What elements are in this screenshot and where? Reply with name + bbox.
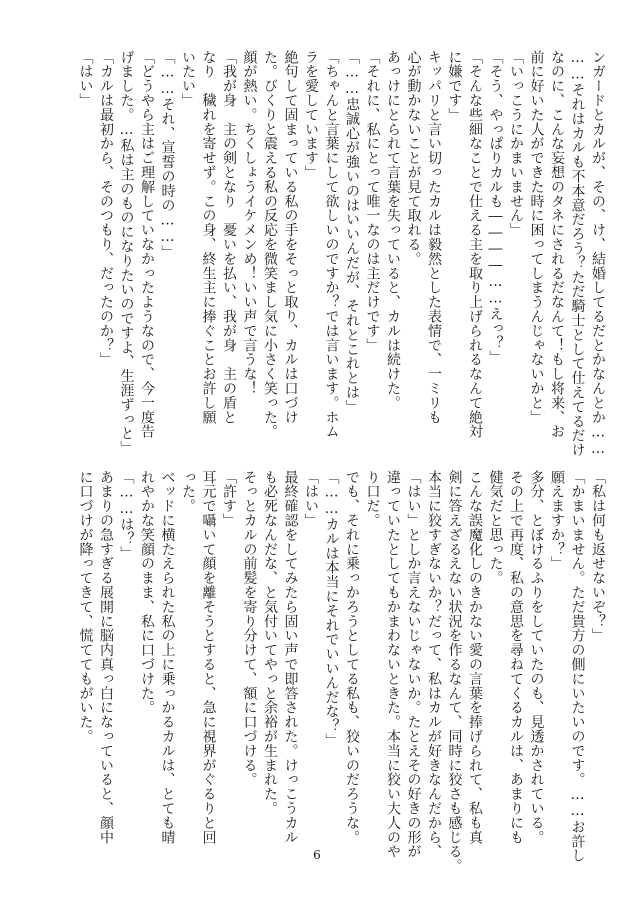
- text-line: も必死なんだな、と気付いてやっと余裕が生まれた。: [262, 470, 278, 816]
- text-line: 「カルは最初から、そのつもり、だったのか？」: [98, 50, 114, 367]
- text-line: 「ちゃんと言葉にして欲しいのですか？では言います。ホム: [323, 50, 340, 439]
- text-line: に嫌です」: [446, 50, 463, 122]
- text-line: 「かまいません。ただ貴方の側にいたいのです。……お許し: [569, 470, 586, 863]
- text-line: 違っていたとしてもかまわないときた。本当に狡い大人のや: [385, 470, 401, 859]
- text-line: た。びくりと震える私の反応を微笑まし気に小さく笑った。: [262, 50, 278, 439]
- text-line: 健気だと思った。: [487, 470, 504, 586]
- text-line: 「それに、私にとって唯一なのは主だけです」: [364, 50, 381, 353]
- text-line: り口だ。: [364, 470, 381, 528]
- text-line: 多分、とぼけるふりをしていたのも、見透かされている。: [528, 470, 545, 845]
- text-line: げました。…私は主のものになりたいのですよ、生涯ずっと」: [118, 50, 135, 456]
- lower-text-block: [77, 470, 608, 874]
- text-line: 心が動かないことが見て取れる。: [405, 50, 422, 266]
- text-line: 「許す」: [221, 470, 237, 528]
- text-line: 「どうやら主はご理解していなかったようなので、今一度告: [139, 50, 155, 439]
- text-line: あっけにとられて言葉を失っていると、カルは続けた。: [385, 50, 401, 410]
- text-line: 「……忠誠心が強いのはいいんだが、それとこれとは」: [344, 50, 360, 414]
- text-line: 本当に狡すぎないか？だって、私はカルが好きなんだから、: [426, 470, 442, 859]
- text-line: 「そんな些細なことで仕える主を取り上げられるなんて絶対: [467, 50, 483, 439]
- text-line: 「……カルは本当にそれでいいんだな？」: [323, 470, 340, 748]
- text-line: でも、それに乗っかろうとしてる私も、狡いのだろうな。: [344, 470, 360, 845]
- text-line: その上で再度、私の意思を尋ねてくるカルは、あまりにも: [508, 470, 524, 845]
- text-line: なり 穢れを寄せず。この身、終生主に捧ぐことお許し願: [200, 50, 217, 425]
- text-line: そっとカルの前髪を寄り分けて、額に口づける。: [241, 470, 258, 787]
- text-line: 「そう、やっぱりカルも――――……えっ？」: [487, 50, 504, 365]
- text-line: 顔が熱い。ちくしょうイケメンめ！いい声で言うな！: [241, 50, 258, 396]
- text-line: 「はい」としか言えないじゃないか。たとえその好きの形が: [405, 470, 422, 859]
- text-line: 「……それ、宣誓の時の……」: [159, 50, 176, 260]
- text-line: 前に好いた人ができた時に困ってしまうんじゃないかと」: [528, 50, 545, 425]
- text-line: 願えますか？」: [549, 470, 565, 571]
- text-line: ……それはカルも不本意だろう？ただ騎士として仕えてるだけ: [569, 50, 586, 458]
- text-line: こんな誤魔化しのきかない愛の言葉を捧げられて、私も真: [467, 470, 483, 845]
- text-line: 絶句して固まっている私の手をそっと取り、カルは口づけ: [282, 50, 299, 425]
- text-line: 「いっこうにかまいません」: [508, 50, 524, 238]
- text-line: キッパリと言い切ったカルは毅然とした表情で、一ミリも: [426, 50, 442, 425]
- text-line: 「はい」: [77, 50, 94, 108]
- text-line: いたい」: [180, 50, 196, 108]
- text-line: ベッドに横たえられた私の上に乗っかるカルは、とても晴: [159, 470, 176, 845]
- text-line: 「はい」: [303, 470, 319, 528]
- text-line: あまりの急すぎる展開に脳内真っ白になっていると、顔中: [98, 470, 114, 845]
- text-line: 「……は？」: [118, 470, 135, 561]
- text-line: れやかな笑顔のまま、私に口づけた。: [139, 470, 155, 715]
- text-line: 剣に答えざるえない状況を作るなんて、同時に狡さも感じる。: [446, 470, 463, 874]
- text-line: 「我が身 主の剣となり 憂いを払い、我が身 主の盾と: [221, 50, 237, 425]
- text-line: に口づけが降ってきて、慌ててもがいた。: [77, 470, 94, 744]
- page-number: 6: [313, 848, 321, 862]
- upper-text-block: [77, 50, 608, 458]
- text-line: ラを愛しています」: [303, 50, 319, 180]
- text-line: った。: [180, 470, 196, 514]
- text-line: ンガードとカルが、その、け、結婚してるだとかなんとか……: [590, 50, 606, 458]
- text-line: 最終確認をしてみたら固い声で即答された。けっこうカル: [282, 470, 299, 845]
- text-line: 耳元で囁いて顔を離そうとすると、急に視界がぐるりと回: [200, 470, 217, 845]
- text-line: 「私は何も返せないぞ？」: [590, 470, 606, 643]
- text-line: なのに、こんな妄想のタネにされるだなんて！もし将来、お: [549, 50, 565, 439]
